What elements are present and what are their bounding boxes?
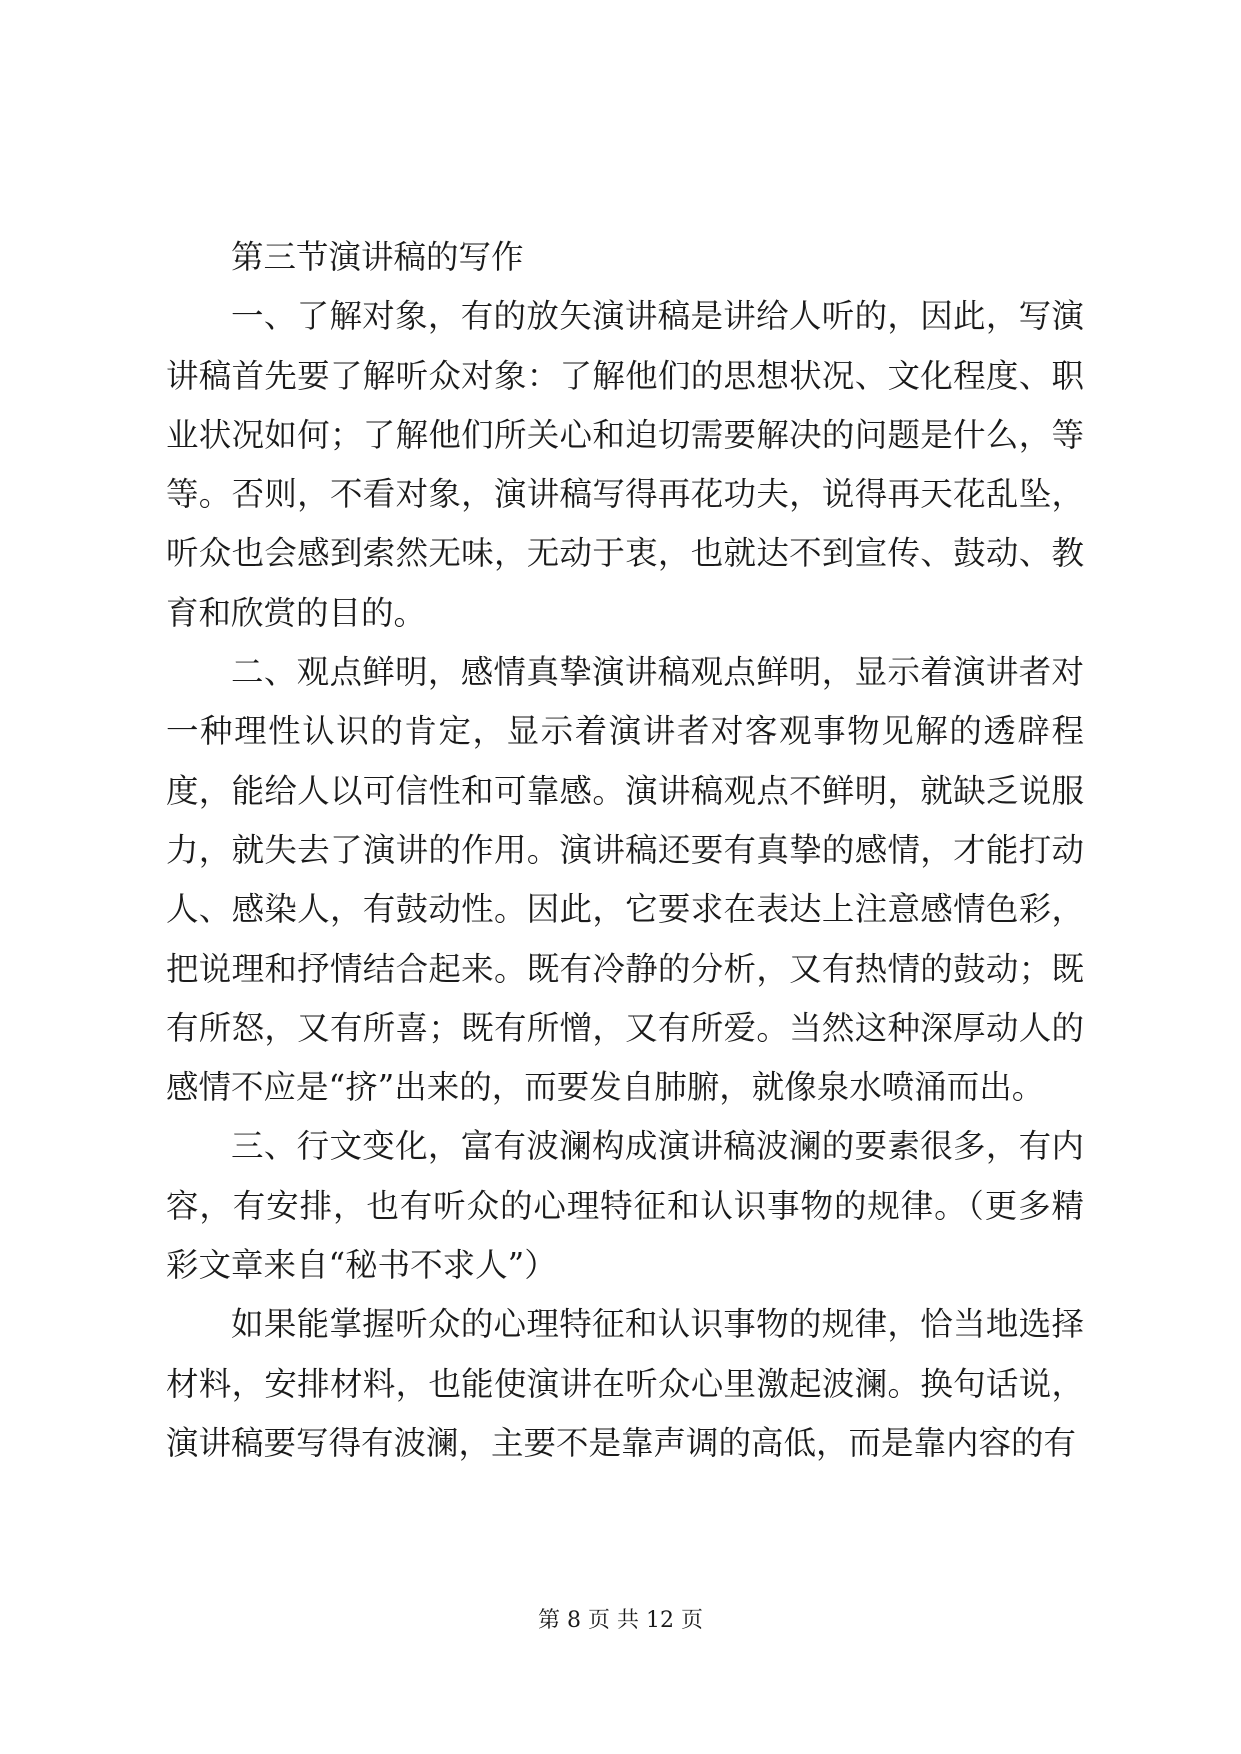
- document-body: [166, 228, 1084, 1473]
- paragraph-audience-psychology: 如果能掌握听众的心理特征和认识事物的规律，恰当地选择材料，安排材料，也能使演讲在听众心里激起波澜。换句话说，演讲稿要写得有波澜，主要不是靠声调的高低，而是靠内容的有: [166, 1305, 1084, 1462]
- section-heading: 第三节演讲稿的写作: [231, 238, 524, 276]
- paragraph-understand-audience: 一、了解对象，有的放矢演讲稿是讲给人听的，因此，写演讲稿首先要了解听众对象：了解他们的思想状况、文化程度、职业状况如何；了解他们所关心和迫切需要解决的问题是什么，等等。否则，不看对象，演讲稿写得再花功夫，说得再天花乱坠，听众也会感到索然无味，无动于衷，也就达不到宣传、鼓动、教育和欣赏的目的。: [166, 297, 1084, 632]
- paragraph-clear-viewpoint: 二、观点鲜明，感情真挚演讲稿观点鲜明，显示着演讲者对一种理性认识的肯定，显示着演讲者对客观事物见解的透辟程度，能给人以可信性和可靠感。演讲稿观点不鲜明，就缺乏说服力，就失去了演讲的作用。演讲稿还要有真挚的感情，才能打动人、感染人，有鼓动性。因此，它要求在表达上注意感情色彩，把说理和抒情结合起来。既有冷静的分析，又有热情的鼓动；既有所怒，又有所喜；既有所憎，又有所爱。当然这种深厚动人的感情不应是“挤”出来的，而要发自肺腑，就像泉水喷涌而出。: [166, 653, 1084, 1107]
- paragraph-varied-writing: 三、行文变化，富有波澜构成演讲稿波澜的要素很多，有内容，有安排，也有听众的心理特征和认识事物的规律。（更多精彩文章来自“秘书不求人”）: [166, 1127, 1084, 1285]
- page-number-footer: 第 8 页 共 12 页: [538, 1608, 703, 1633]
